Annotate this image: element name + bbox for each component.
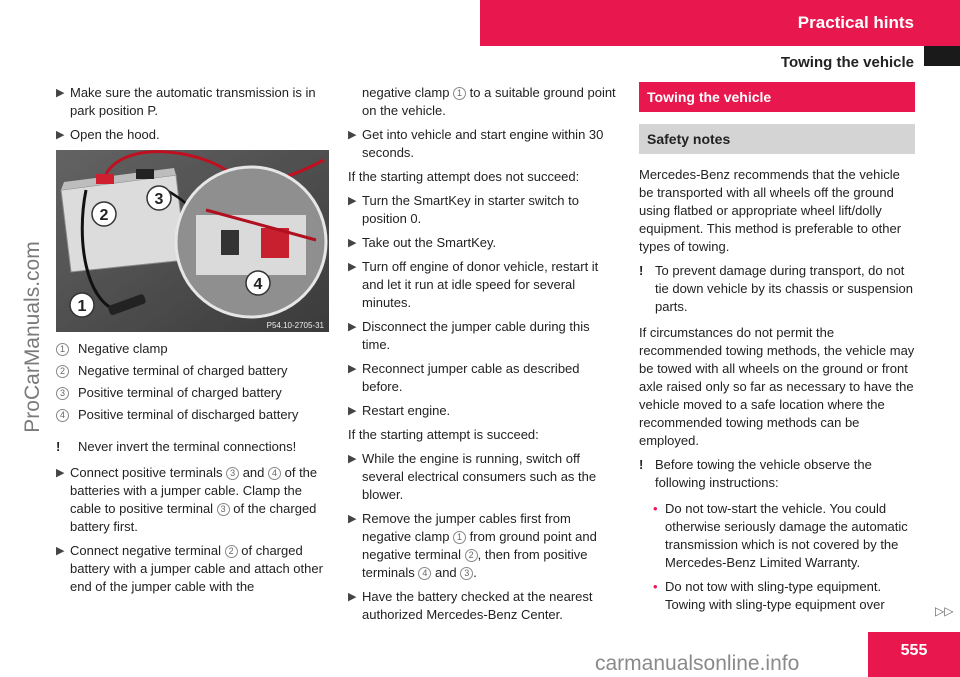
step-arrow-icon: ▶	[56, 129, 65, 141]
header-section-bar	[480, 0, 960, 46]
warning-icon: !	[639, 263, 644, 278]
ref-number: 3	[460, 567, 473, 580]
callout-3	[147, 186, 171, 210]
ref-number: 4	[268, 467, 281, 480]
callout-4	[246, 271, 270, 295]
bullet-icon: •	[653, 579, 658, 594]
continued-text: negative clamp 1 to a suitable ground point on the vehicle.	[362, 85, 616, 118]
legend-item	[56, 362, 331, 380]
legend-number: 2	[56, 365, 69, 378]
step-item: ▶ Turn the SmartKey in starter switch to position 0.	[348, 193, 579, 226]
step-arrow-icon: ▶	[56, 467, 65, 479]
condition-text: If the starting attempt is succeed:	[348, 427, 539, 442]
ref-number: 3	[217, 503, 230, 516]
bullet-item: • Do not tow-start the vehicle. You could otherwise seriously damage the automatic transmission which is not covered by the Mercedes-Benz Limited Warranty.	[653, 501, 908, 570]
legend-item	[56, 406, 331, 424]
svg-text:3: 3	[154, 191, 164, 208]
step-item: ▶ Have the battery checked at the nearest authorized Mercedes-Benz Center.	[348, 589, 593, 622]
ref-number: 2	[225, 545, 238, 558]
legend-item	[56, 384, 331, 402]
step-arrow-icon: ▶	[56, 87, 65, 99]
svg-text:1: 1	[77, 298, 87, 315]
step-arrow-icon: ▶	[348, 195, 357, 207]
bullet-icon: •	[653, 501, 658, 516]
bullet-item: • Do not tow with sling-type equipment. Towing with sling-type equipment over	[653, 579, 885, 612]
warning-note	[56, 438, 331, 456]
step-arrow-icon: ▶	[348, 513, 357, 525]
legend-number: 3	[56, 387, 69, 400]
legend-text: Positive terminal of discharged battery	[78, 407, 299, 422]
column-1-lower	[56, 340, 331, 602]
legend-text: Negative terminal of charged battery	[78, 363, 288, 378]
callout-1	[70, 293, 94, 317]
section-title: Towing the vehicle	[639, 82, 915, 112]
step-arrow-icon: ▶	[348, 321, 357, 333]
step-item: ▶ Connect negative terminal 2 of charged battery with a jumper cable and attach other end of the jumper cable with the	[56, 543, 323, 594]
legend-text: Negative clamp	[78, 341, 168, 356]
paragraph: If circumstances do not permit the recommended towing methods, the vehicle may be towed with all wheels on the ground or front axle raised only so far as necessary to have the vehicle moved to a safe location where the recommended towing methods can be employed.	[639, 325, 915, 448]
paragraph: Mercedes-Benz recommends that the vehicle be transported with all wheels off the ground using flatbed or appropriate wheel lift/dolly equipment. This method is preferable to other types of towing.	[639, 167, 902, 254]
ref-number: 1	[453, 87, 466, 100]
photo-code: P54.10-2705-31	[266, 321, 324, 330]
svg-text:4: 4	[253, 276, 263, 293]
footer-watermark: carmanualsonline.info	[595, 652, 800, 675]
step-item: ▶ Turn off engine of donor vehicle, restart it and let it run at idle speed for several minutes.	[348, 259, 599, 310]
warning-icon: !	[56, 439, 61, 454]
warning-icon: !	[639, 457, 644, 472]
step-item	[56, 84, 331, 120]
condition-text: If the starting attempt does not succeed:	[348, 169, 580, 184]
step-arrow-icon: ▶	[348, 129, 357, 141]
step-item: ▶ Restart engine.	[348, 403, 451, 418]
warning-text: Never invert the terminal connections!	[78, 439, 297, 454]
step-item: ▶ Connect positive terminals 3 and 4 of the batteries with a jumper cable. Clamp the cable to positive terminal 3 of the charged battery first.	[56, 465, 318, 534]
svg-text:2: 2	[99, 207, 109, 224]
step-item: ▶ While the engine is running, switch off several electrical consumers such as the blower.	[348, 451, 597, 502]
legend-item	[56, 340, 331, 358]
warning-note: ! Before towing the vehicle observe the following instructions:	[639, 457, 872, 490]
legend-number: 1	[56, 343, 69, 356]
column-3	[639, 82, 915, 620]
warning-note: ! To prevent damage during transport, do not tie down vehicle by its chassis or suspension parts.	[639, 263, 913, 314]
step-text: Open the hood.	[70, 127, 160, 142]
page-number-box	[868, 632, 960, 677]
step-item: ▶ Reconnect jumper cable as described before.	[348, 361, 580, 394]
step-item: ▶ Disconnect the jumper cable during this time.	[348, 319, 590, 352]
step-arrow-icon: ▶	[348, 363, 357, 375]
step-arrow-icon: ▶	[348, 237, 357, 249]
step-arrow-icon: ▶	[348, 591, 357, 603]
step-arrow-icon: ▶	[348, 261, 357, 273]
column-1	[56, 84, 331, 150]
side-watermark: ProCarManuals.com	[21, 241, 44, 433]
column-2	[348, 84, 620, 630]
battery-illustration	[56, 150, 329, 332]
continue-icon: ▷▷	[935, 604, 954, 618]
header-subsection-title: Towing the vehicle	[780, 54, 914, 71]
step-item: ▶ Remove the jumper cables first from negative clamp 1 from ground point and negative terminal 2 , then from positive terminals 4 and 3 .	[348, 511, 597, 580]
step-arrow-icon: ▶	[56, 545, 65, 557]
ref-number: 2	[465, 549, 478, 562]
callout-2	[92, 202, 116, 226]
ref-number: 3	[226, 467, 239, 480]
step-arrow-icon: ▶	[348, 453, 357, 465]
battery-jumper-photo	[56, 150, 329, 332]
step-item	[56, 126, 331, 144]
ref-number: 1	[453, 531, 466, 544]
step-item: ▶ Take out the SmartKey.	[348, 235, 497, 250]
step-text: Make sure the automatic transmission is in park position P.	[70, 85, 316, 118]
legend-text: Positive terminal of charged battery	[78, 385, 282, 400]
header-section-title: Practical hints	[797, 13, 914, 32]
header-tab-marker	[924, 46, 960, 66]
ref-number: 4	[418, 567, 431, 580]
legend-number: 4	[56, 409, 69, 422]
step-arrow-icon: ▶	[348, 405, 357, 417]
step-item: ▶ Get into vehicle and start engine within 30 seconds.	[348, 127, 604, 160]
page-number: 555	[900, 642, 928, 659]
subsection-title: Safety notes	[639, 124, 915, 154]
